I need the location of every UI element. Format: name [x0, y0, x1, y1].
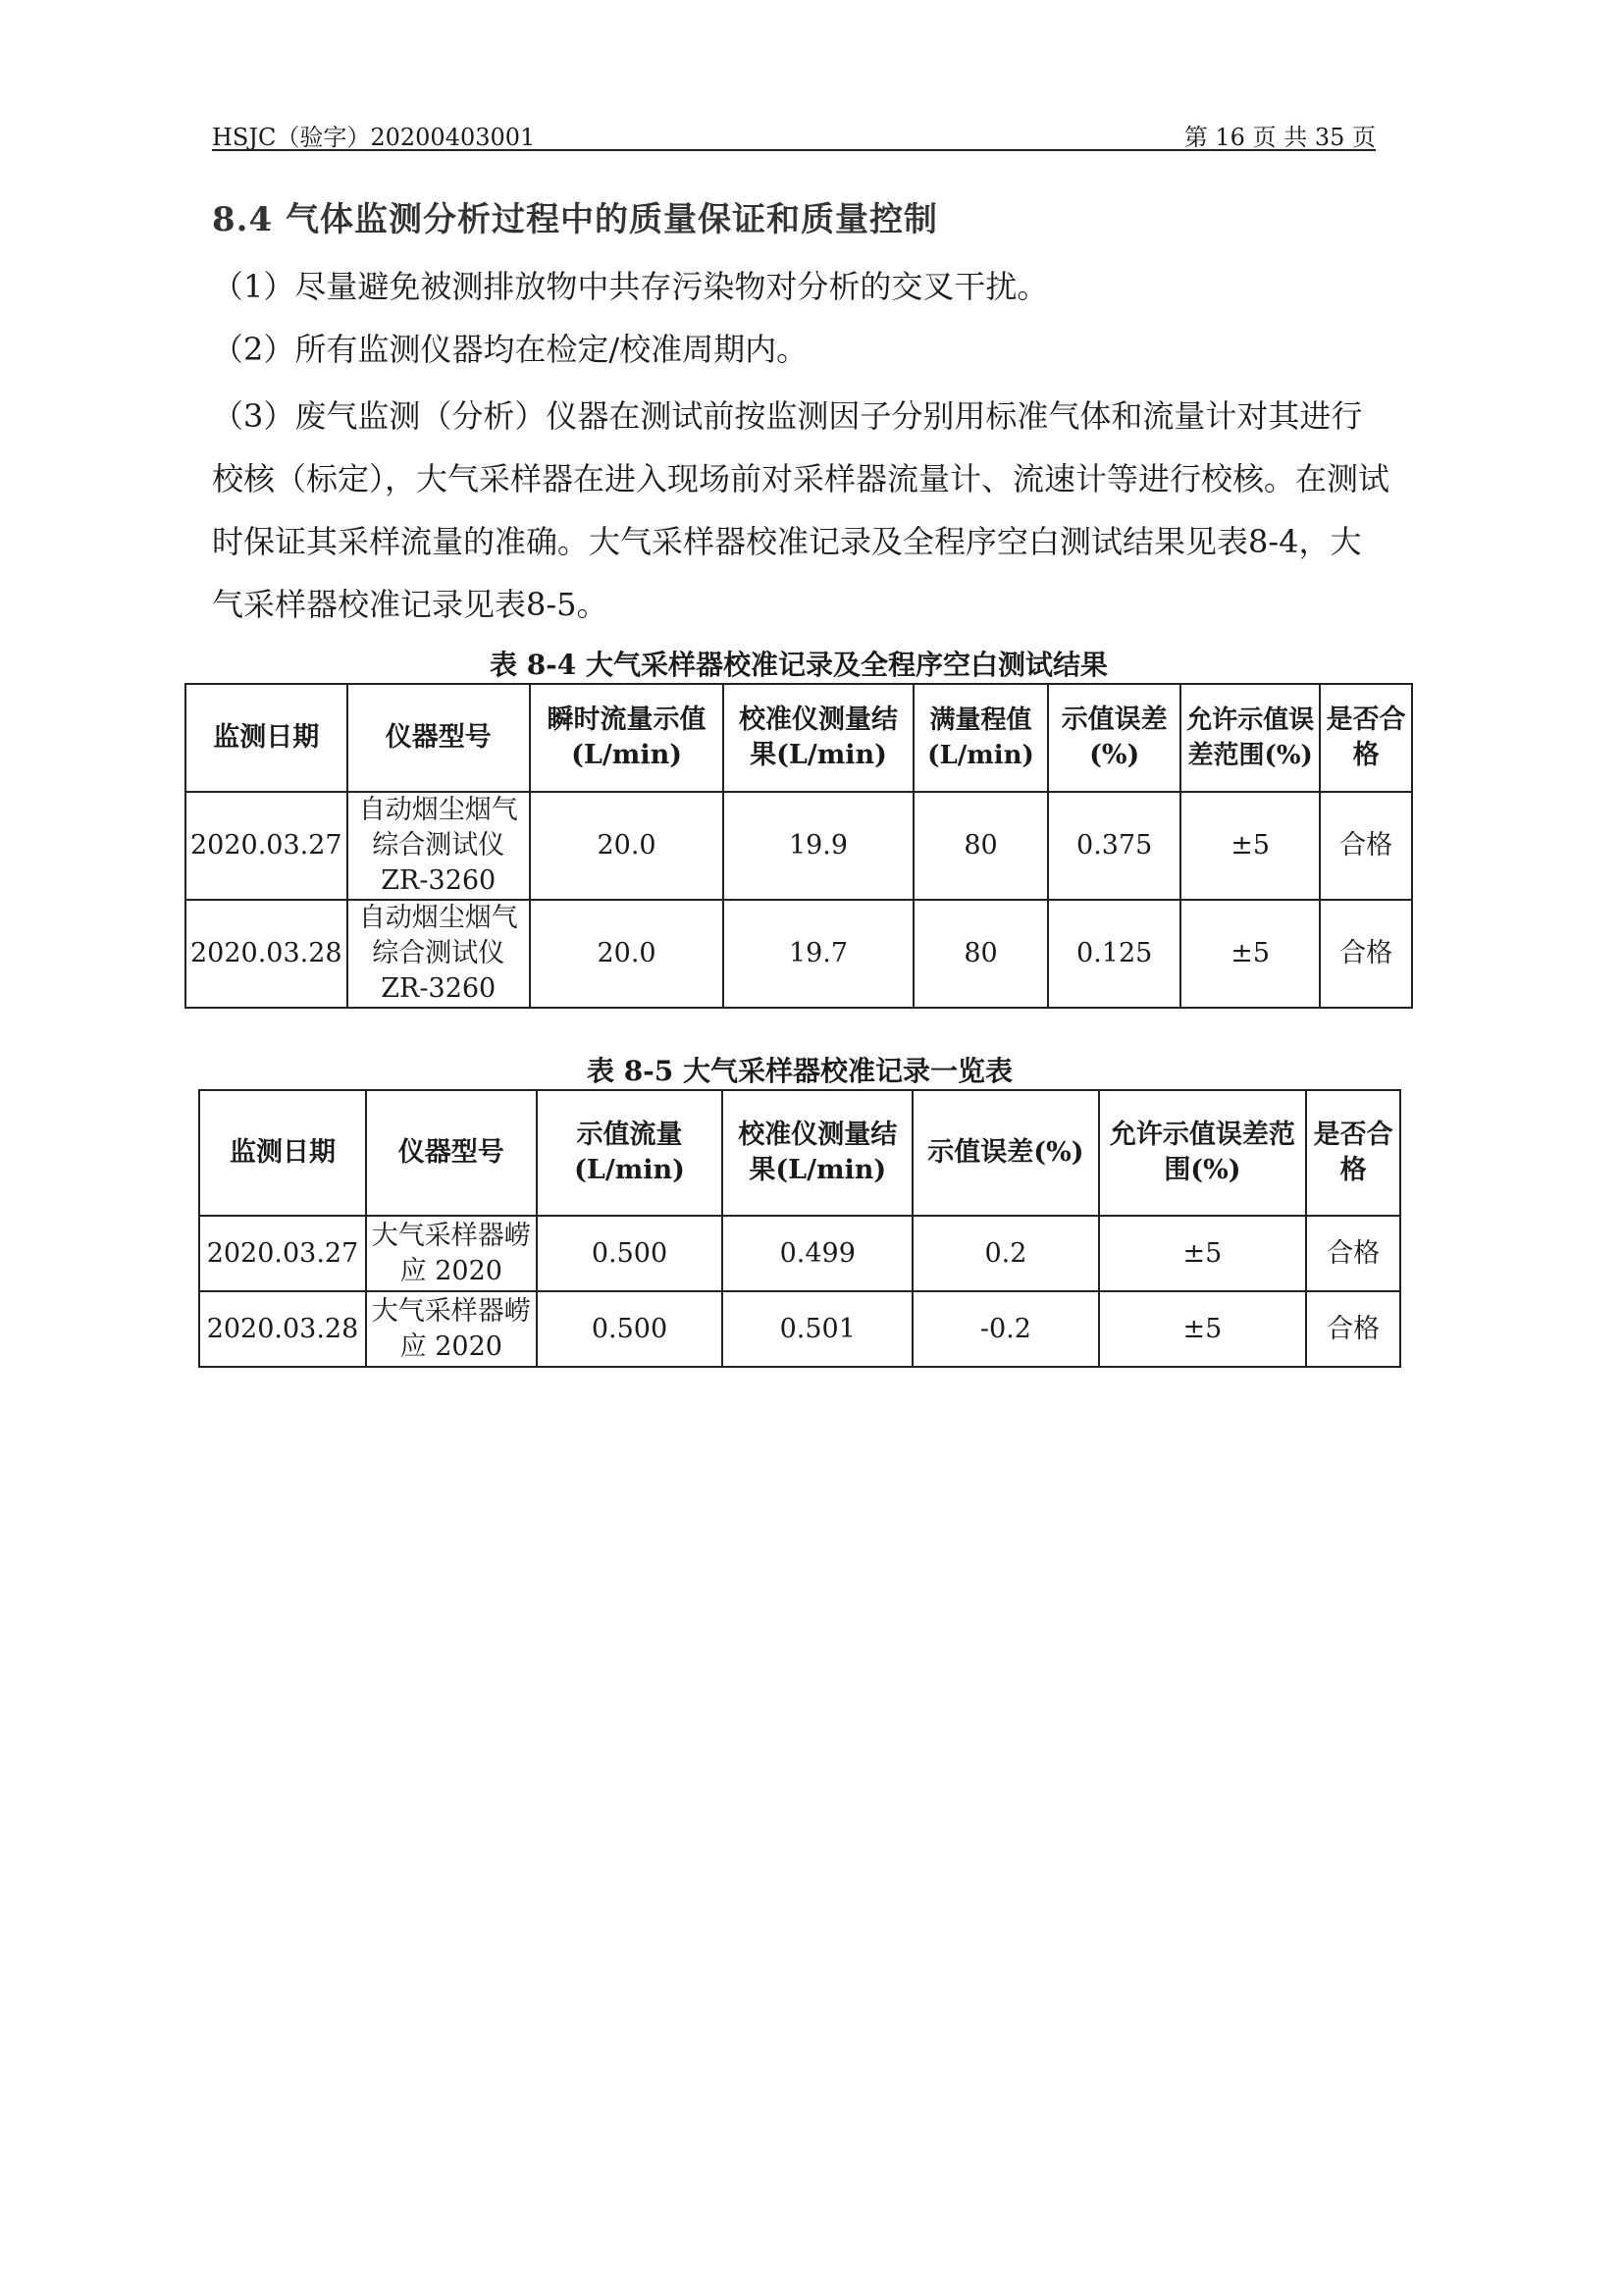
table-8-4-header-row	[185, 684, 1412, 792]
cell-pass: 合格	[1320, 900, 1412, 1008]
section-title: 8.4 气体监测分析过程中的质量保证和质量控制	[212, 200, 938, 239]
header-date: 监测日期	[199, 1090, 366, 1216]
cell-date: 2020.03.28	[199, 1291, 366, 1367]
table-8-5	[198, 1089, 1401, 1368]
page-number: 第 16 页 共 35 页	[1183, 124, 1376, 151]
cell-date: 2020.03.27	[199, 1216, 366, 1291]
cell-full-range: 80	[914, 900, 1048, 1008]
table-8-5-header-row	[199, 1090, 1400, 1216]
table-row	[199, 1216, 1400, 1291]
cell-model: 大气采样器崂应 2020	[366, 1291, 537, 1367]
header-pass: 是否合格	[1320, 684, 1412, 792]
header-allowed-range: 允许示值误差范围(%)	[1180, 684, 1320, 792]
cell-instant-flow: 20.0	[530, 900, 723, 1008]
cell-indicated-flow: 0.500	[537, 1291, 723, 1367]
cell-pass: 合格	[1306, 1216, 1400, 1291]
cell-error: 0.375	[1048, 792, 1180, 900]
cell-date: 2020.03.27	[185, 792, 347, 900]
header-pass: 是否合格	[1306, 1090, 1400, 1216]
cell-allowed-range: ±5	[1180, 900, 1320, 1008]
cell-indicated-flow: 0.500	[537, 1216, 723, 1291]
cell-calibration-result: 0.499	[722, 1216, 913, 1291]
cell-date: 2020.03.28	[185, 900, 347, 1008]
cell-allowed-range: ±5	[1099, 1216, 1306, 1291]
header-calibration-result: 校准仪测量结果(L/min)	[722, 1090, 913, 1216]
cell-error: 0.125	[1048, 900, 1180, 1008]
header-model: 仪器型号	[366, 1090, 537, 1216]
paragraph-2: （2）所有监测仪器均在检定/校准周期内。	[212, 331, 809, 368]
cell-pass: 合格	[1320, 792, 1412, 900]
header-allowed-range: 允许示值误差范围(%)	[1099, 1090, 1306, 1216]
header-full-range: 满量程值(L/min)	[914, 684, 1048, 792]
cell-model: 大气采样器崂应 2020	[366, 1216, 537, 1291]
report-number: HSJC（验字）20200403001	[212, 124, 536, 151]
page-header	[212, 116, 1376, 151]
cell-error: 0.2	[913, 1216, 1099, 1291]
cell-calibration-result: 0.501	[722, 1291, 913, 1367]
table-8-4-caption: 表 8-4 大气采样器校准记录及全程序空白测试结果	[489, 649, 1109, 681]
cell-allowed-range: ±5	[1099, 1291, 1306, 1367]
header-error: 示值误差(%)	[1048, 684, 1180, 792]
header-instant-flow: 瞬时流量示值(L/min)	[530, 684, 723, 792]
cell-full-range: 80	[914, 792, 1048, 900]
header-calibration-result: 校准仪测量结果(L/min)	[723, 684, 914, 792]
cell-allowed-range: ±5	[1180, 792, 1320, 900]
cell-pass: 合格	[1306, 1291, 1400, 1367]
header-date: 监测日期	[185, 684, 347, 792]
table-8-4	[184, 683, 1413, 1009]
header-error: 示值误差(%)	[913, 1090, 1099, 1216]
header-model: 仪器型号	[347, 684, 530, 792]
table-row	[185, 792, 1412, 900]
cell-instant-flow: 20.0	[530, 792, 723, 900]
cell-calibration-result: 19.7	[723, 900, 914, 1008]
table-row	[185, 900, 1412, 1008]
cell-calibration-result: 19.9	[723, 792, 914, 900]
cell-model: 自动烟尘烟气综合测试仪ZR-3260	[347, 792, 530, 900]
cell-error: -0.2	[913, 1291, 1099, 1367]
table-row	[199, 1291, 1400, 1367]
paragraph-3: （3）废气监测（分析）仪器在测试前按监测因子分别用标准气体和流量计对其进行校核（标定），大气采样器在进入现场前对采样器流量计、流速计等进行校核。在测试时保证其采样流量的准确。大气采样器校准记录及全程序空白测试结果见表8-4，大气采样器校准记录见表8-5。	[212, 397, 1390, 623]
paragraph-1: （1）尽量避免被测排放物中共存污染物对分析的交叉干扰。	[212, 268, 1049, 305]
table-8-5-caption: 表 8-5 大气采样器校准记录一览表	[586, 1055, 1014, 1087]
cell-model: 自动烟尘烟气综合测试仪ZR-3260	[347, 900, 530, 1008]
header-indicated-flow: 示值流量(L/min)	[537, 1090, 723, 1216]
